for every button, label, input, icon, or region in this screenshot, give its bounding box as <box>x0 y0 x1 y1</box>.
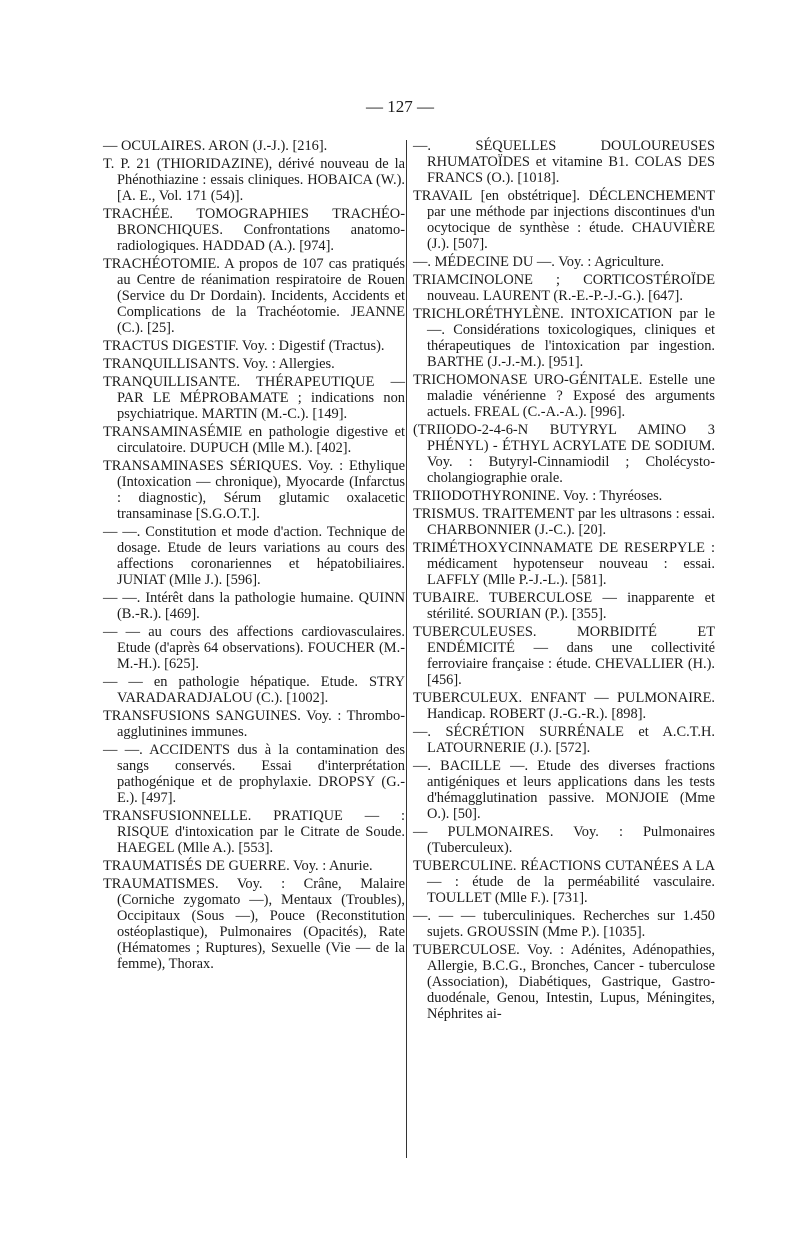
index-entry: TRANSAMINASES SÉRIQUES. Voy. : Ethylique (Intoxication — chronique), Myocarde (Infarctus : diagnostic), Sérum glutamic oxalacetic transaminase [S.G.O.T.]. <box>103 458 405 522</box>
index-entry: — PULMONAIRES. Voy. : Pulmonaires (Tuberculeux). <box>413 824 715 856</box>
index-entry: TRANSFUSIONNELLE. PRATIQUE — : RISQUE d'intoxication par le Citrate de Soude. HAEGEL (Mlle A.). [553]. <box>103 808 405 856</box>
index-entry: TRANQUILLISANTE. THÉRAPEUTIQUE — PAR LE MÉPROBAMATE ; indications non psychiatrique. MARTIN (M.-C.). [149]. <box>103 374 405 422</box>
right-column <box>413 138 715 1024</box>
index-entry: TRICHOMONASE URO-GÉNITALE. Estelle une maladie vénérienne ? Exposé des arguments actuels. FREAL (C.-A.-A.). [996]. <box>413 372 715 420</box>
index-entry: TRANSAMINASÉMIE en pathologie digestive et circulatoire. DUPUCH (Mlle M.). [402]. <box>103 424 405 456</box>
index-entry: TRANQUILLISANTS. Voy. : Allergies. <box>103 356 335 372</box>
index-entry: TRISMUS. TRAITEMENT par les ultrasons : essai. CHARBONNIER (J.-C.). [20]. <box>413 506 715 538</box>
index-entry: TRACTUS DIGESTIF. Voy. : Digestif (Tractus). <box>103 338 385 354</box>
index-entry: — — en pathologie hépatique. Etude. STRY VARADARADJALOU (C.). [1002]. <box>103 674 405 706</box>
index-entry: TUBERCULEUX. ENFANT — PULMONAIRE. Handicap. ROBERT (J.-G.-R.). [898]. <box>413 690 715 722</box>
index-entry: —. MÉDECINE DU —. Voy. : Agriculture. <box>413 254 665 270</box>
index-entry: TRICHLORÉTHYLÈNE. INTOXICATION par le —. Considérations toxicologiques, cliniques et thérapeutiques de l'intoxication par ingestion. BARTHE (J.-J.-M.). [951]. <box>413 306 715 370</box>
index-entry: — — au cours des affections cardiovasculaires. Etude (d'après 64 observations). FOUCHER (M.-M.-H.). [625]. <box>103 624 405 672</box>
index-entry: —. — — tuberculiniques. Recherches sur 1.450 sujets. GROUSSIN (Mme P.). [1035]. <box>413 908 715 940</box>
index-entry: TRIMÉTHOXYCINNAMATE DE RESERPYLE : médicament hypotenseur nouveau : essai. LAFFLY (Mlle P.-J.-L.). [581]. <box>413 540 715 588</box>
index-entry: TRACHÉE. TOMOGRAPHIES TRACHÉO-BRONCHIQUES. Confrontations anatomo-radiologiques. HADDAD (A.). [974]. <box>103 206 405 254</box>
index-entry: (TRIIODO-2-4-6-N BUTYRYL AMINO 3 PHÉNYL) - ÉTHYL ACRYLATE DE SODIUM. Voy. : Butyryl-Cinnamiodil ; Cholécysto-cholangiographie orale. <box>413 422 715 486</box>
index-entry: TRIIODOTHYRONINE. Voy. : Thyréoses. <box>413 488 663 504</box>
index-entry: — —. Intérêt dans la pathologie humaine. QUINN (B.-R.). [469]. <box>103 590 405 622</box>
index-entry: TUBERCULEUSES. MORBIDITÉ ET ENDÉMICITÉ — dans une collectivité ferroviaire française : étude. CHEVALLIER (H.). [456]. <box>413 624 715 688</box>
index-entry: — —. Constitution et mode d'action. Technique de dosage. Etude de leurs variations au cours des affections coronariennes et hépatobiliaires. JUNIAT (Mlle J.). [596]. <box>103 524 405 588</box>
index-entry: — —. ACCIDENTS dus à la contamination des sangs conservés. Essai d'interprétation pathogénique et de prophylaxie. DROPSY (G.-E.). [497]. <box>103 742 405 806</box>
index-entry: —. SÉQUELLES DOULOUREUSES RHUMATOÏDES et vitamine B1. COLAS DES FRANCS (O.). [1018]. <box>413 138 715 186</box>
column-divider <box>406 140 407 1158</box>
index-entry: TUBERCULOSE. Voy. : Adénites, Adénopathies, Allergie, B.C.G., Bronches, Cancer - tuberculose (Association), Diabétiques, Gastrique, Gastro-duodénale, Genou, Intestin, Lupus, Méningites, Néphrites ai- <box>413 942 715 1022</box>
index-entry: — OCULAIRES. ARON (J.-J.). [216]. <box>103 138 328 154</box>
index-entry: TRACHÉOTOMIE. A propos de 107 cas pratiqués au Centre de réanimation respiratoire de Rouen (Service du Dr Dordain). Incidents, Accidents et Complications de la Trachéotomie. JEANNE (C.). [25]. <box>103 256 405 336</box>
index-entry: T. P. 21 (THIORIDAZINE), dérivé nouveau de la Phénothiazine : essais cliniques. HOBAICA (W.). [A. E., Vol. 171 (54)]. <box>103 156 405 204</box>
index-entry: TRANSFUSIONS SANGUINES. Voy. : Thrombo-agglutinines immunes. <box>103 708 405 740</box>
index-entry: —. BACILLE —. Etude des diverses fractions antigéniques et leurs applications dans les tests d'hémagglutination passive. MONJOIE (Mme O.). [50]. <box>413 758 715 822</box>
index-entry: TRIAMCINOLONE ; CORTICOSTÉROÏDE nouveau. LAURENT (R.-E.-P.-J.-G.). [647]. <box>413 272 715 304</box>
index-entry: TUBERCULINE. RÉACTIONS CUTANÉES A LA — : étude de la perméabilité vasculaire. TOULLET (Mlle F.). [731]. <box>413 858 715 906</box>
left-column <box>103 138 405 974</box>
index-entry: TRAUMATISMES. Voy. : Crâne, Malaire (Corniche zygomato —), Mentaux (Troubles), Occipitaux (Sous —), Pouce (Reconstitution ostéoplastique), Pulmonaires (Opacités), Rate (Hématomes ; Ruptures), Sexuelle (Vie — de la femme), Thorax. <box>103 876 405 972</box>
index-entry: —. SÉCRÉTION SURRÉNALE et A.C.T.H. LATOURNERIE (J.). [572]. <box>413 724 715 756</box>
index-entry: TUBAIRE. TUBERCULOSE — inapparente et stérilité. SOURIAN (P.). [355]. <box>413 590 715 622</box>
page-number: — 127 — <box>366 97 434 116</box>
index-entry: TRAVAIL [en obstétrique]. DÉCLENCHEMENT par une méthode par injections discontinues d'un ocytocique de synthèse : étude. CHAUVIÈRE (J.). [507]. <box>413 188 715 252</box>
index-entry: TRAUMATISÉS DE GUERRE. Voy. : Anurie. <box>103 858 373 874</box>
